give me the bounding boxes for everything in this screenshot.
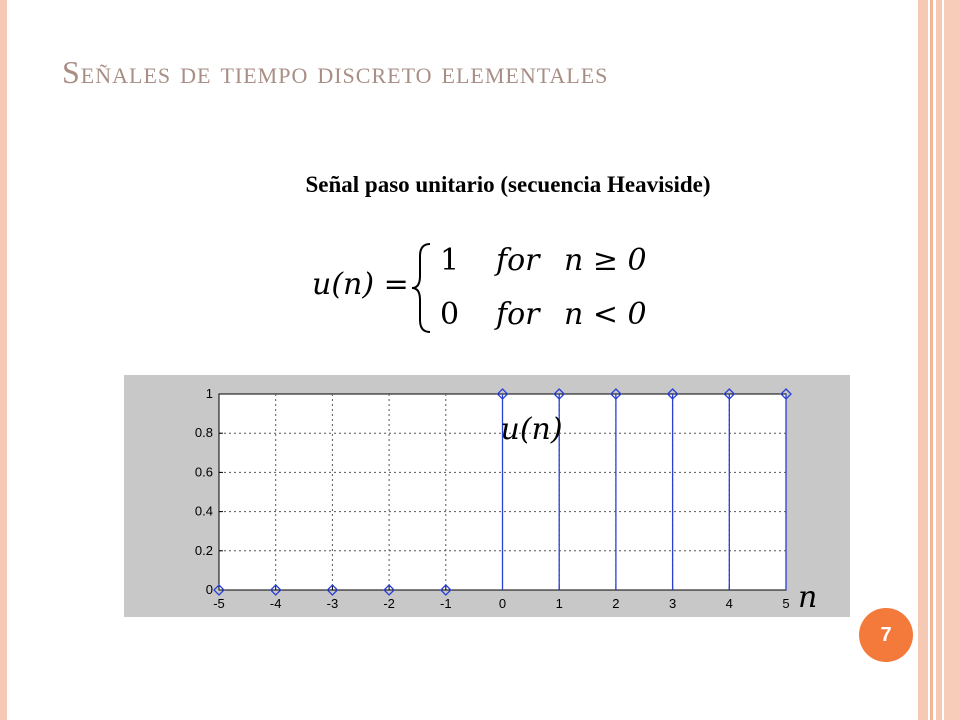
- formula-case1-value: 1: [440, 243, 460, 278]
- x-tick-label: -2: [383, 596, 395, 611]
- formula-case1-condition: n ≥ 0: [564, 243, 647, 278]
- x-tick-label: 4: [725, 596, 733, 611]
- formula-case1-word: for: [496, 243, 540, 278]
- formula-case2-value: 0: [440, 297, 460, 332]
- formula-lhs: u(n) =: [312, 267, 409, 302]
- x-tick-label: -5: [213, 596, 225, 611]
- x-tick-label: 5: [782, 596, 790, 611]
- y-tick-label: 0.8: [194, 425, 213, 441]
- x-axis-label: n: [798, 580, 818, 615]
- page-number-badge: 7: [859, 608, 913, 662]
- x-tick-label: 3: [668, 596, 677, 611]
- y-tick-label: 0: [205, 582, 213, 597]
- y-tick-label: 1: [205, 386, 213, 401]
- x-tick-label: 2: [612, 596, 620, 611]
- slide-subtitle: Señal paso unitario (secuencia Heaviside): [305, 172, 711, 197]
- y-tick-label: 0.2: [194, 542, 213, 558]
- x-tick-label: 0: [498, 596, 507, 611]
- slide-title: Señales de tiempo discreto elementales: [62, 54, 609, 90]
- left-border-stripe: [0, 0, 7, 720]
- formula-case2-word: for: [496, 297, 540, 332]
- x-tick-label: 1: [555, 596, 563, 611]
- chart-annotation-un: u(n): [500, 412, 563, 448]
- stem-chart: [124, 375, 850, 617]
- formula-brace: [412, 244, 430, 332]
- x-tick-label: -3: [326, 596, 339, 611]
- x-tick-label: -4: [269, 596, 282, 611]
- stem-chart-panel: [124, 375, 850, 617]
- y-tick-label: 0.6: [194, 464, 213, 480]
- formula-case2-condition: n < 0: [564, 297, 647, 332]
- y-tick-label: 0.4: [194, 503, 213, 519]
- x-tick-label: -1: [440, 596, 452, 611]
- unit-step-formula: [312, 236, 652, 340]
